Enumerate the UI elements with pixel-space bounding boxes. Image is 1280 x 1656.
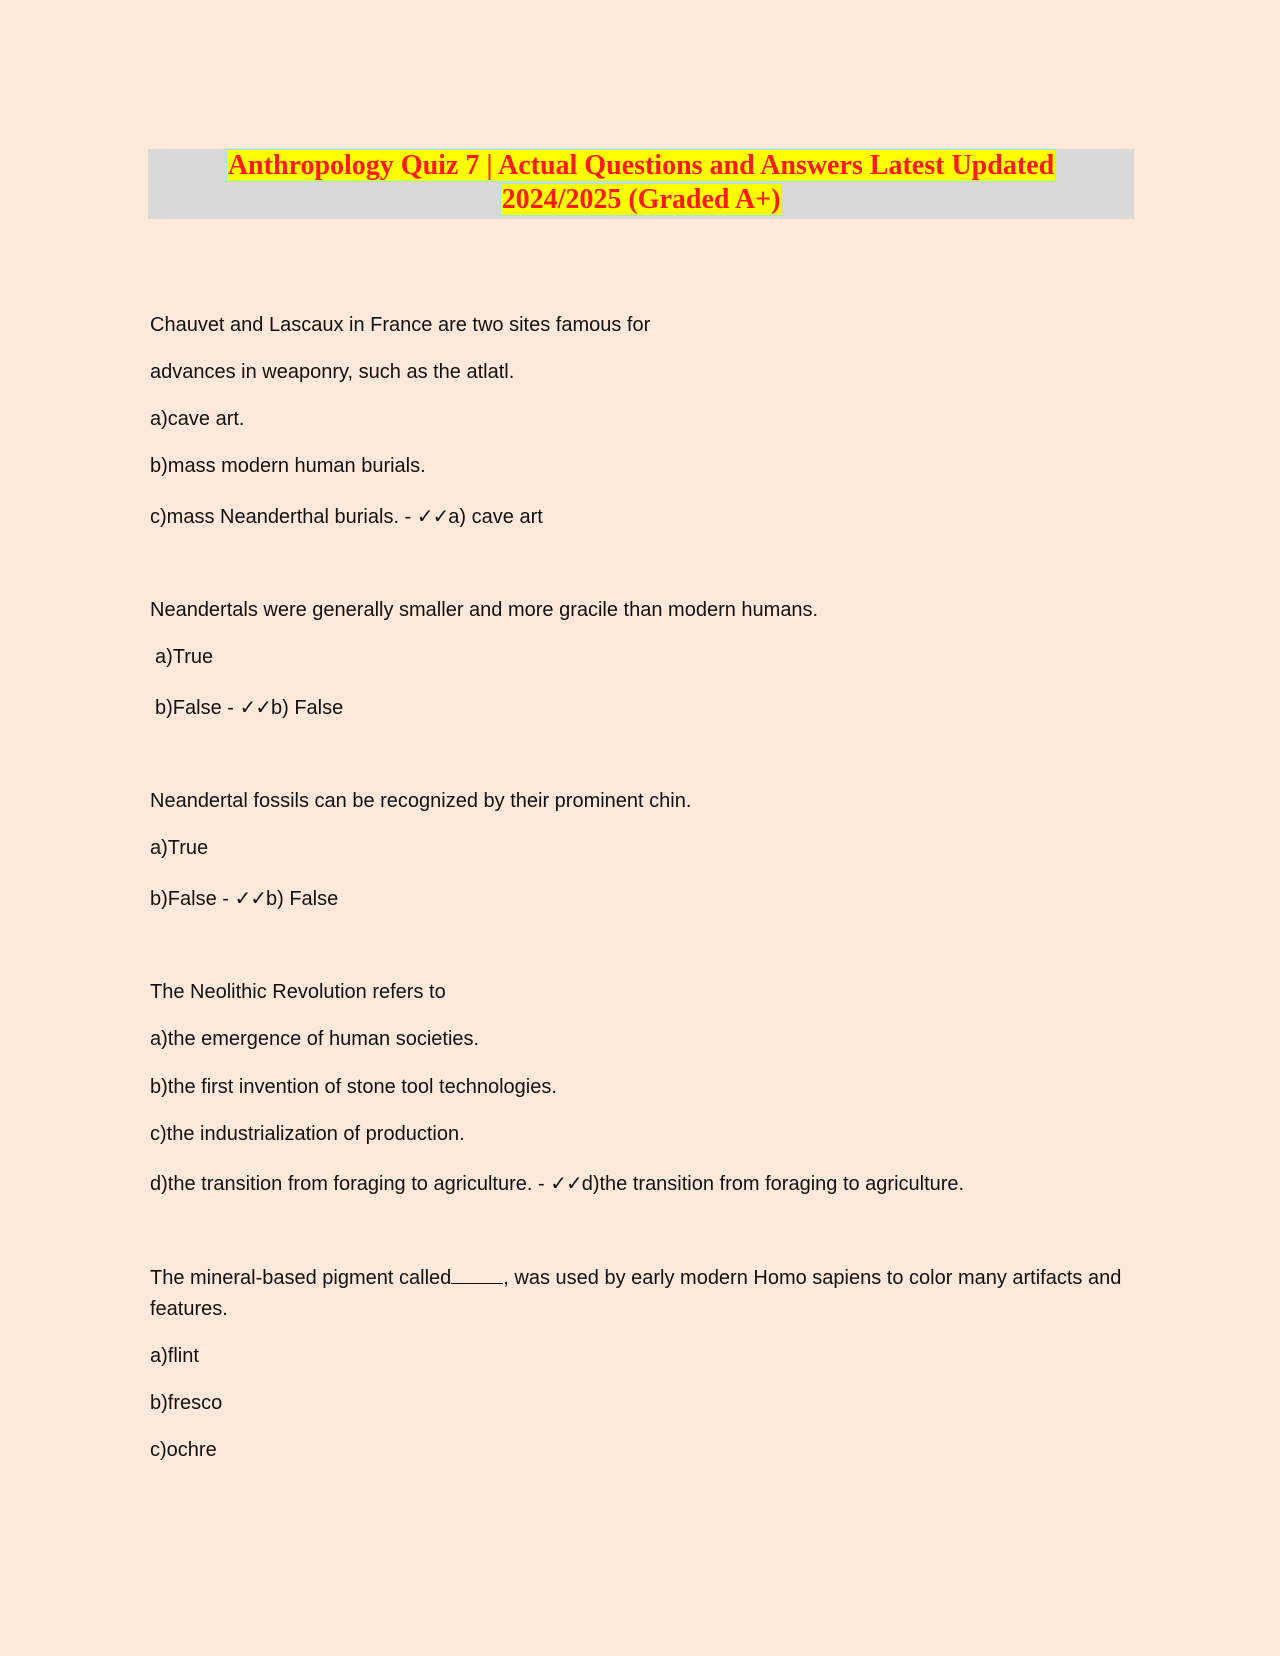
question-4-option-d (150, 1168, 964, 1200)
question-2-option-a: a)True (155, 646, 214, 668)
question-3-prompt: Neandertal fossils can be recognized by their prominent chin. (150, 790, 692, 812)
question-5-option-a: a)flint (150, 1345, 199, 1367)
document-title (148, 149, 1134, 217)
question-2-prompt: Neandertals were generally smaller and more gracile than modern humans. (150, 599, 819, 621)
question-2-answer: b) False (270, 697, 344, 719)
question-5-prompt-before-blank: The mineral-based pigment called (150, 1267, 452, 1289)
title-line-2: 2024/2025 (Graded A+) (501, 184, 781, 215)
check-icon: ✓✓ (550, 1171, 582, 1195)
question-4-option-b: b)the first invention of stone tool technologies. (150, 1076, 557, 1098)
title-line-1: Anthropology Quiz 7 | Actual Questions and Answers Latest Updated (227, 150, 1055, 181)
question-4-option-c: c)the industrialization of production. (150, 1123, 465, 1145)
question-5-option-c: c)ochre (150, 1439, 217, 1461)
question-5-prompt-after-blank: , was used by early modern Homo sapiens to color many artifacts and features. (150, 1267, 1122, 1320)
question-1-option-c (150, 501, 543, 533)
question-3-option-b (150, 883, 338, 915)
question-4-prompt: The Neolithic Revolution refers to (150, 981, 446, 1003)
question-4-option-d-text: d)the transition from foraging to agriculture. - (150, 1173, 551, 1195)
question-3-option-b-text: b)False - (150, 888, 235, 910)
check-icon: ✓✓ (416, 504, 449, 528)
question-5-prompt (150, 1263, 1140, 1325)
question-1-prompt-line-1: Chauvet and Lascaux in France are two sites famous for (150, 314, 651, 336)
question-3-option-a: a)True (150, 837, 209, 859)
question-4-answer: d)the transition from foraging to agriculture. (581, 1173, 965, 1195)
check-icon: ✓✓ (239, 695, 271, 719)
question-1-prompt-line-2: advances in weaponry, such as the atlatl. (150, 361, 515, 383)
question-2-option-b (155, 692, 343, 724)
check-icon: ✓✓ (234, 886, 266, 910)
question-2-option-b-text: b)False - (155, 697, 240, 719)
question-3-answer: b) False (265, 888, 339, 910)
answer-blank (451, 1265, 503, 1284)
question-5-option-b: b)fresco (150, 1392, 223, 1414)
question-1-answer: a) cave art (448, 506, 543, 528)
question-1-option-c-text: c)mass Neanderthal burials. - (150, 506, 417, 528)
question-4-option-a: a)the emergence of human societies. (150, 1028, 480, 1050)
question-1-option-a: a)cave art. (150, 408, 245, 430)
question-1-option-b: b)mass modern human burials. (150, 455, 426, 477)
